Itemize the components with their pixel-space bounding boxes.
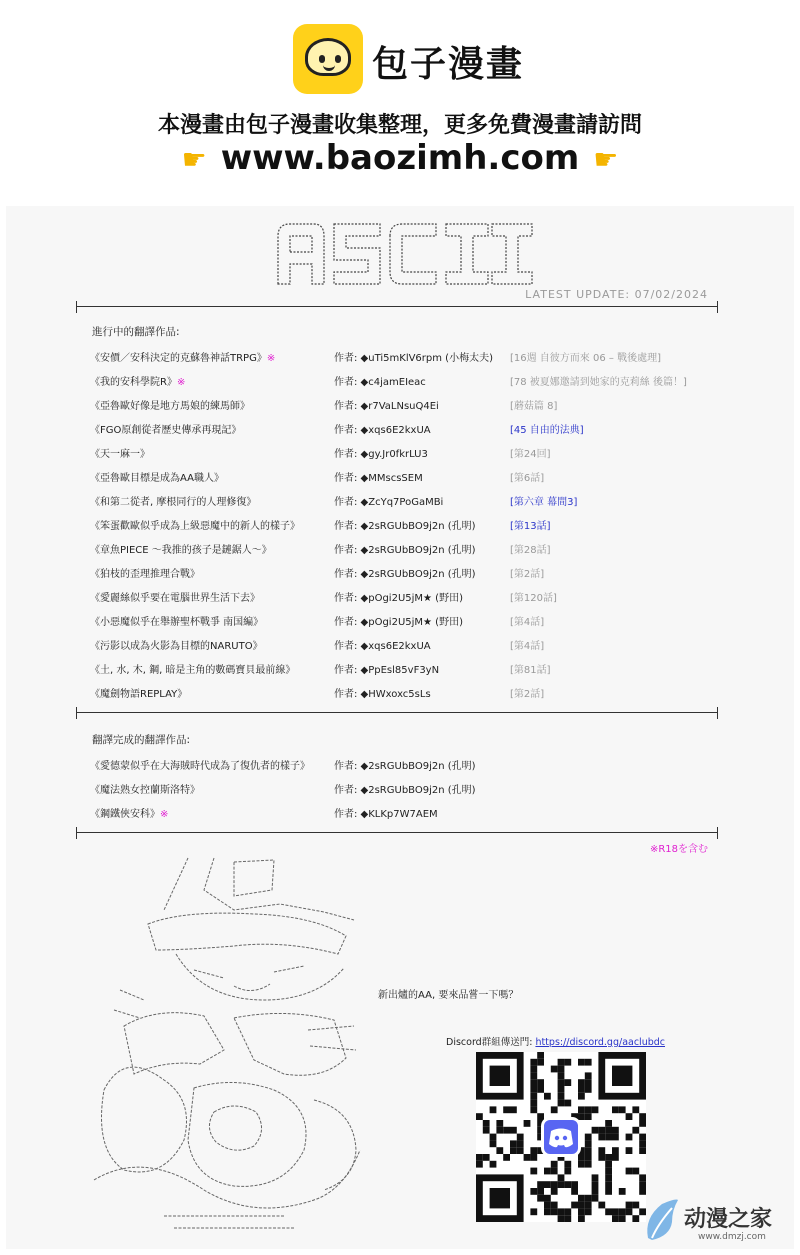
work-title[interactable]	[90, 661, 295, 676]
ascii-character-art	[84, 850, 374, 1240]
work-author: 作者: ◆2sRGUbBO9j2n (孔明)	[334, 545, 476, 556]
qr-module	[537, 1052, 544, 1059]
list-item[interactable]	[90, 685, 710, 709]
qr-module	[578, 1154, 585, 1161]
list-item[interactable]	[90, 445, 710, 469]
qr-module	[551, 1202, 558, 1209]
qr-module	[564, 1168, 571, 1175]
qr-finder-pattern	[490, 1066, 510, 1086]
qr-module	[551, 1066, 558, 1073]
work-author: 作者: ◆HWxoxc5sLs	[334, 689, 431, 700]
work-progress[interactable]: [第2話]	[510, 689, 545, 700]
qr-module	[578, 1079, 585, 1086]
work-title[interactable]	[90, 589, 260, 604]
qr-module	[524, 1120, 531, 1127]
list-item[interactable]	[90, 421, 710, 445]
work-progress[interactable]: [16週 自彼方而來 06 – 戰後處理]	[510, 353, 661, 364]
qr-module	[530, 1072, 537, 1079]
qr-module	[598, 1202, 605, 1209]
work-author: 作者: ◆pOgi2U5jM★ (野田)	[334, 617, 463, 628]
qr-module	[639, 1140, 646, 1147]
qr-module	[612, 1215, 619, 1222]
work-progress[interactable]: [第28話]	[510, 545, 551, 556]
qr-module	[585, 1079, 592, 1086]
qr-module	[510, 1140, 517, 1147]
qr-module	[632, 1127, 639, 1134]
qr-module	[585, 1161, 592, 1168]
qr-module	[490, 1161, 497, 1168]
banner-tagline: 本漫畫由包子漫畫收集整理，更多免費漫畫請訪問	[157, 113, 642, 138]
list-item[interactable]	[90, 565, 710, 589]
list-item[interactable]	[90, 661, 710, 685]
bun-eye-left	[319, 55, 325, 63]
pointing-hand-icon: ☛	[593, 143, 619, 176]
work-progress[interactable]: [第2話]	[510, 569, 545, 580]
qr-module	[639, 1134, 646, 1141]
qr-module	[537, 1195, 544, 1202]
qr-module	[510, 1147, 517, 1154]
list-item[interactable]	[90, 397, 710, 421]
update-date: LATEST UPDATE: 07/02/2024	[525, 288, 708, 301]
qr-module	[530, 1079, 537, 1086]
work-title-text: 《章魚PIECE ～我推的孩子是鏈鋸人～》	[90, 545, 272, 556]
banner-url-row	[0, 138, 800, 178]
qr-module	[483, 1154, 490, 1161]
qr-module	[537, 1086, 544, 1093]
work-title-text: 《亞魯歐目標是成為AA職人》	[90, 473, 224, 484]
qr-module	[632, 1106, 639, 1113]
list-item[interactable]	[90, 517, 710, 541]
qr-module	[558, 1059, 565, 1066]
qr-module	[578, 1113, 585, 1120]
work-title[interactable]	[90, 685, 187, 700]
qr-module	[612, 1127, 619, 1134]
qr-module	[585, 1072, 592, 1079]
qr-module	[490, 1134, 497, 1141]
qr-module	[571, 1188, 578, 1195]
work-title-text: 《鋼鐵俠安科》	[90, 809, 160, 820]
qr-module	[537, 1079, 544, 1086]
site-banner	[0, 0, 800, 200]
r18-mark: ※	[266, 353, 276, 364]
work-progress[interactable]: [第13話]	[510, 521, 551, 532]
work-title-text: 《土, 水, 木, 鋼, 暗是主角的數碼寶貝最前線》	[90, 665, 296, 676]
list-item[interactable]	[90, 373, 710, 397]
qr-module	[585, 1106, 592, 1113]
qr-module	[592, 1127, 599, 1134]
qr-module	[564, 1181, 571, 1188]
qr-module	[564, 1215, 571, 1222]
qr-module	[490, 1140, 497, 1147]
qr-module	[578, 1093, 585, 1100]
qr-module	[592, 1106, 599, 1113]
qr-module	[612, 1208, 619, 1215]
watermark-url: www.dmzj.com	[698, 1232, 766, 1242]
qr-module	[585, 1086, 592, 1093]
qr-module	[585, 1195, 592, 1202]
list-item[interactable]	[90, 637, 710, 661]
work-title-text: 《魔劍物語REPLAY》	[90, 689, 188, 700]
work-progress[interactable]: [78 被夏娜邀請到她家的克莉絲 後篇！]	[510, 377, 687, 388]
qr-module	[592, 1174, 599, 1181]
list-item[interactable]	[90, 469, 710, 493]
qr-module	[592, 1181, 599, 1188]
qr-module	[558, 1215, 565, 1222]
qr-module	[530, 1059, 537, 1066]
work-author: 作者: ◆r7VaLNsuQ4Ei	[334, 401, 439, 412]
work-title-text: 《笨蛋歡歐似乎成為上級惡魔中的新人的樣子》	[90, 521, 300, 532]
qr-module	[558, 1181, 565, 1188]
qr-module	[632, 1168, 639, 1175]
qr-module	[544, 1208, 551, 1215]
work-title[interactable]	[90, 517, 300, 532]
qr-module	[585, 1113, 592, 1120]
qr-module	[530, 1168, 537, 1175]
list-item[interactable]	[90, 781, 710, 805]
promo-text: 新出爐的AA, 要來品嘗一下嗎？	[378, 990, 519, 1001]
qr-module	[537, 1188, 544, 1195]
r18-note: ※R18を含む	[649, 844, 708, 855]
work-title-text: 《愛德蒙似乎在大海賊時代成為了復仇者的樣子》	[90, 761, 310, 772]
qr-module	[551, 1181, 558, 1188]
qr-module	[558, 1086, 565, 1093]
qr-module	[551, 1168, 558, 1175]
qr-module	[558, 1100, 565, 1107]
work-title[interactable]	[90, 397, 250, 412]
watermark-name: 动漫之家	[684, 1207, 773, 1232]
qr-module	[490, 1106, 497, 1113]
qr-module	[612, 1106, 619, 1113]
bun-logo-icon	[293, 24, 363, 94]
work-title[interactable]	[90, 757, 310, 772]
qr-module	[626, 1113, 633, 1120]
qr-module	[530, 1093, 537, 1100]
qr-module	[632, 1202, 639, 1209]
work-title-text: 《安價／安科決定的克蘇魯神話TRPG》	[90, 353, 267, 364]
work-title-text: 《和第二從者, 摩根同行的人理修復》	[90, 497, 257, 508]
qr-module	[585, 1134, 592, 1141]
qr-module	[639, 1120, 646, 1127]
qr-module	[551, 1188, 558, 1195]
qr-module	[612, 1147, 619, 1154]
discord-logo-icon	[541, 1117, 581, 1157]
qr-module	[496, 1120, 503, 1127]
qr-module	[503, 1154, 510, 1161]
bun-shape	[305, 38, 351, 76]
work-author: 作者: ◆2sRGUbBO9j2n (孔明)	[334, 569, 476, 580]
qr-module	[598, 1154, 605, 1161]
qr-module	[585, 1208, 592, 1215]
work-author: 作者: ◆KLKp7W7AEM	[334, 809, 438, 820]
ascii-title-art	[274, 220, 534, 286]
work-progress[interactable]: [第六章 幕間3]	[510, 497, 578, 508]
bun-eye-right	[335, 55, 341, 63]
work-progress[interactable]: [第4話]	[510, 641, 545, 652]
list-item[interactable]	[90, 493, 710, 517]
r18-mark: ※	[160, 809, 169, 820]
qr-module	[612, 1154, 619, 1161]
work-title[interactable]	[90, 541, 272, 556]
qr-module	[605, 1127, 612, 1134]
list-item[interactable]	[90, 805, 710, 829]
work-title[interactable]	[90, 613, 263, 628]
qr-module	[503, 1106, 510, 1113]
work-title-text: 《愛麗絲似乎要在電腦世界生活下去》	[90, 593, 260, 604]
work-progress[interactable]: [45 自由的法典]	[510, 425, 584, 436]
qr-module	[598, 1127, 605, 1134]
qr-module	[605, 1168, 612, 1175]
work-author: 作者: ◆2sRGUbBO9j2n (孔明)	[334, 521, 476, 532]
qr-module	[585, 1147, 592, 1154]
qr-module	[517, 1147, 524, 1154]
qr-module	[578, 1086, 585, 1093]
work-title-text: 《魔法熟女控蘭斯洛特》	[90, 785, 200, 796]
divider-middle	[76, 712, 718, 713]
qr-module	[564, 1079, 571, 1086]
qr-module	[619, 1106, 626, 1113]
work-progress[interactable]: [蘑菇篇 8]	[510, 401, 558, 412]
qr-module	[558, 1066, 565, 1073]
qr-module	[605, 1120, 612, 1127]
qr-finder-pattern	[490, 1188, 510, 1208]
qr-module	[639, 1181, 646, 1188]
work-title[interactable]	[90, 445, 150, 460]
qr-module	[503, 1127, 510, 1134]
qr-module	[585, 1140, 592, 1147]
watermark	[642, 1196, 792, 1250]
qr-module	[585, 1154, 592, 1161]
work-progress[interactable]: [第24回]	[510, 449, 551, 460]
qr-module	[592, 1188, 599, 1195]
work-author: 作者: ◆xqs6E2kxUA	[334, 425, 431, 436]
qr-module	[598, 1134, 605, 1141]
qr-module	[476, 1113, 483, 1120]
work-author: 作者: ◆xqs6E2kxUA	[334, 641, 431, 652]
qr-module	[530, 1066, 537, 1073]
qr-module	[578, 1106, 585, 1113]
qr-module	[530, 1208, 537, 1215]
work-title[interactable]	[90, 637, 263, 652]
qr-module	[605, 1208, 612, 1215]
work-progress[interactable]: [第4話]	[510, 617, 545, 628]
qr-module	[530, 1147, 537, 1154]
qr-module	[578, 1208, 585, 1215]
divider-bottom	[76, 832, 718, 833]
qr-module	[626, 1168, 633, 1175]
qr-module	[578, 1202, 585, 1209]
finished-section-title: 翻譯完成的翻譯作品:	[92, 734, 191, 746]
qr-module	[530, 1086, 537, 1093]
list-item[interactable]	[90, 349, 710, 373]
qr-module	[632, 1215, 639, 1222]
content-panel	[6, 206, 794, 1249]
qr-module	[598, 1147, 605, 1154]
work-title-text: 《狛枝的歪理推理合戰》	[90, 569, 200, 580]
qr-module	[564, 1100, 571, 1107]
ongoing-section-title: 進行中的翻譯作品:	[92, 326, 180, 338]
r18-mark: ※	[176, 377, 186, 388]
work-title-text: 《FGO原創從者歷史傳承再現記》	[90, 425, 242, 436]
work-author: 作者: ◆MMscsSEM	[334, 473, 423, 484]
qr-module	[524, 1154, 531, 1161]
qr-module	[544, 1093, 551, 1100]
brand-name: 包子漫畫	[372, 44, 525, 85]
list-item[interactable]	[90, 589, 710, 613]
discord-line	[446, 1034, 665, 1048]
work-author: 作者: ◆2sRGUbBO9j2n (孔明)	[334, 785, 476, 796]
qr-module	[544, 1202, 551, 1209]
work-author: 作者: ◆c4jamEIeac	[334, 377, 426, 388]
work-title-text: 《天一麻一》	[90, 449, 150, 460]
qr-module	[537, 1059, 544, 1066]
qr-module	[558, 1174, 565, 1181]
qr-module	[558, 1208, 565, 1215]
work-title[interactable]	[90, 493, 256, 508]
qr-module	[612, 1134, 619, 1141]
discord-link[interactable]: https://discord.gg/aaclubdc	[535, 1037, 666, 1048]
work-title[interactable]	[90, 421, 241, 436]
work-title-text: 《亞魯歐好像是地方馬娘的練馬師》	[90, 401, 250, 412]
qr-module	[530, 1188, 537, 1195]
qr-module	[510, 1127, 517, 1134]
work-progress[interactable]: [第120話]	[510, 593, 557, 604]
qr-module	[483, 1120, 490, 1127]
work-author: 作者: ◆PpEsl85vF3yN	[334, 665, 440, 676]
qr-module	[558, 1079, 565, 1086]
work-title[interactable]	[90, 565, 200, 580]
discord-label: Discord群組傳送門:	[446, 1037, 536, 1048]
qr-module	[530, 1106, 537, 1113]
list-item[interactable]	[90, 541, 710, 565]
qr-module	[544, 1181, 551, 1188]
work-author: 作者: ◆uTi5mKlV6rpm (小梅太夫)	[334, 353, 493, 364]
qr-module	[517, 1140, 524, 1147]
list-item[interactable]	[90, 757, 710, 781]
qr-module	[530, 1100, 537, 1107]
work-title-text: 《小惡魔似乎在舉辦聖杯戰爭 南国編》	[90, 617, 264, 628]
qr-module	[476, 1161, 483, 1168]
qr-module	[605, 1181, 612, 1188]
qr-module	[496, 1127, 503, 1134]
qr-module	[578, 1059, 585, 1066]
qr-module	[544, 1168, 551, 1175]
qr-module	[551, 1208, 558, 1215]
qr-module	[517, 1134, 524, 1141]
qr-module	[564, 1161, 571, 1168]
qr-module	[578, 1195, 585, 1202]
qr-module	[571, 1181, 578, 1188]
qr-module	[626, 1134, 633, 1141]
qr-module	[564, 1208, 571, 1215]
work-author: 作者: ◆pOgi2U5jM★ (野田)	[334, 593, 463, 604]
qr-module	[537, 1181, 544, 1188]
work-title[interactable]	[90, 349, 275, 364]
banner-url[interactable]: www.baozimh.com	[220, 138, 580, 178]
qr-module	[619, 1215, 626, 1222]
qr-module	[558, 1072, 565, 1079]
work-author: 作者: ◆2sRGUbBO9j2n (孔明)	[334, 761, 476, 772]
work-progress[interactable]: [第81話]	[510, 665, 551, 676]
qr-module	[639, 1174, 646, 1181]
qr-module	[585, 1059, 592, 1066]
qr-module	[605, 1161, 612, 1168]
qr-module	[626, 1202, 633, 1209]
qr-finder-pattern	[612, 1066, 632, 1086]
qr-module	[551, 1106, 558, 1113]
qr-module	[483, 1127, 490, 1134]
qr-module	[605, 1188, 612, 1195]
work-author: 作者: ◆gy.Jr0fkrLU3	[334, 449, 428, 460]
qr-module	[558, 1093, 565, 1100]
qr-module	[619, 1188, 626, 1195]
qr-module	[510, 1106, 517, 1113]
qr-module	[592, 1195, 599, 1202]
qr-module	[626, 1147, 633, 1154]
qr-module	[571, 1202, 578, 1209]
qr-module	[530, 1154, 537, 1161]
qr-module	[639, 1147, 646, 1154]
qr-module	[544, 1195, 551, 1202]
work-title[interactable]	[90, 781, 200, 796]
work-title-text: 《我的安科學院R》	[90, 377, 177, 388]
qr-module	[551, 1161, 558, 1168]
qr-module	[585, 1202, 592, 1209]
qr-module	[578, 1215, 585, 1222]
list-item[interactable]	[90, 613, 710, 637]
leaf-logo-icon	[642, 1198, 680, 1242]
work-title-text: 《污影以成為火影為目標的NARUTO》	[90, 641, 263, 652]
work-author: 作者: ◆ZcYq7PoGaMBi	[334, 497, 444, 508]
qr-module	[619, 1208, 626, 1215]
qr-module	[626, 1208, 633, 1215]
qr-module	[578, 1161, 585, 1168]
discord-face-icon	[544, 1120, 578, 1154]
qr-module	[564, 1059, 571, 1066]
work-title[interactable]	[90, 805, 168, 820]
qr-module	[605, 1174, 612, 1181]
work-title[interactable]	[90, 373, 185, 388]
qr-module	[476, 1154, 483, 1161]
bun-mouth	[323, 65, 335, 71]
qr-module	[605, 1154, 612, 1161]
qr-module	[496, 1147, 503, 1154]
work-title[interactable]	[90, 469, 224, 484]
work-progress[interactable]: [第6話]	[510, 473, 545, 484]
qr-module	[639, 1188, 646, 1195]
qr-module	[639, 1113, 646, 1120]
qr-module	[605, 1134, 612, 1141]
divider-top	[76, 306, 718, 307]
pointing-hand-icon: ☛	[181, 143, 207, 176]
